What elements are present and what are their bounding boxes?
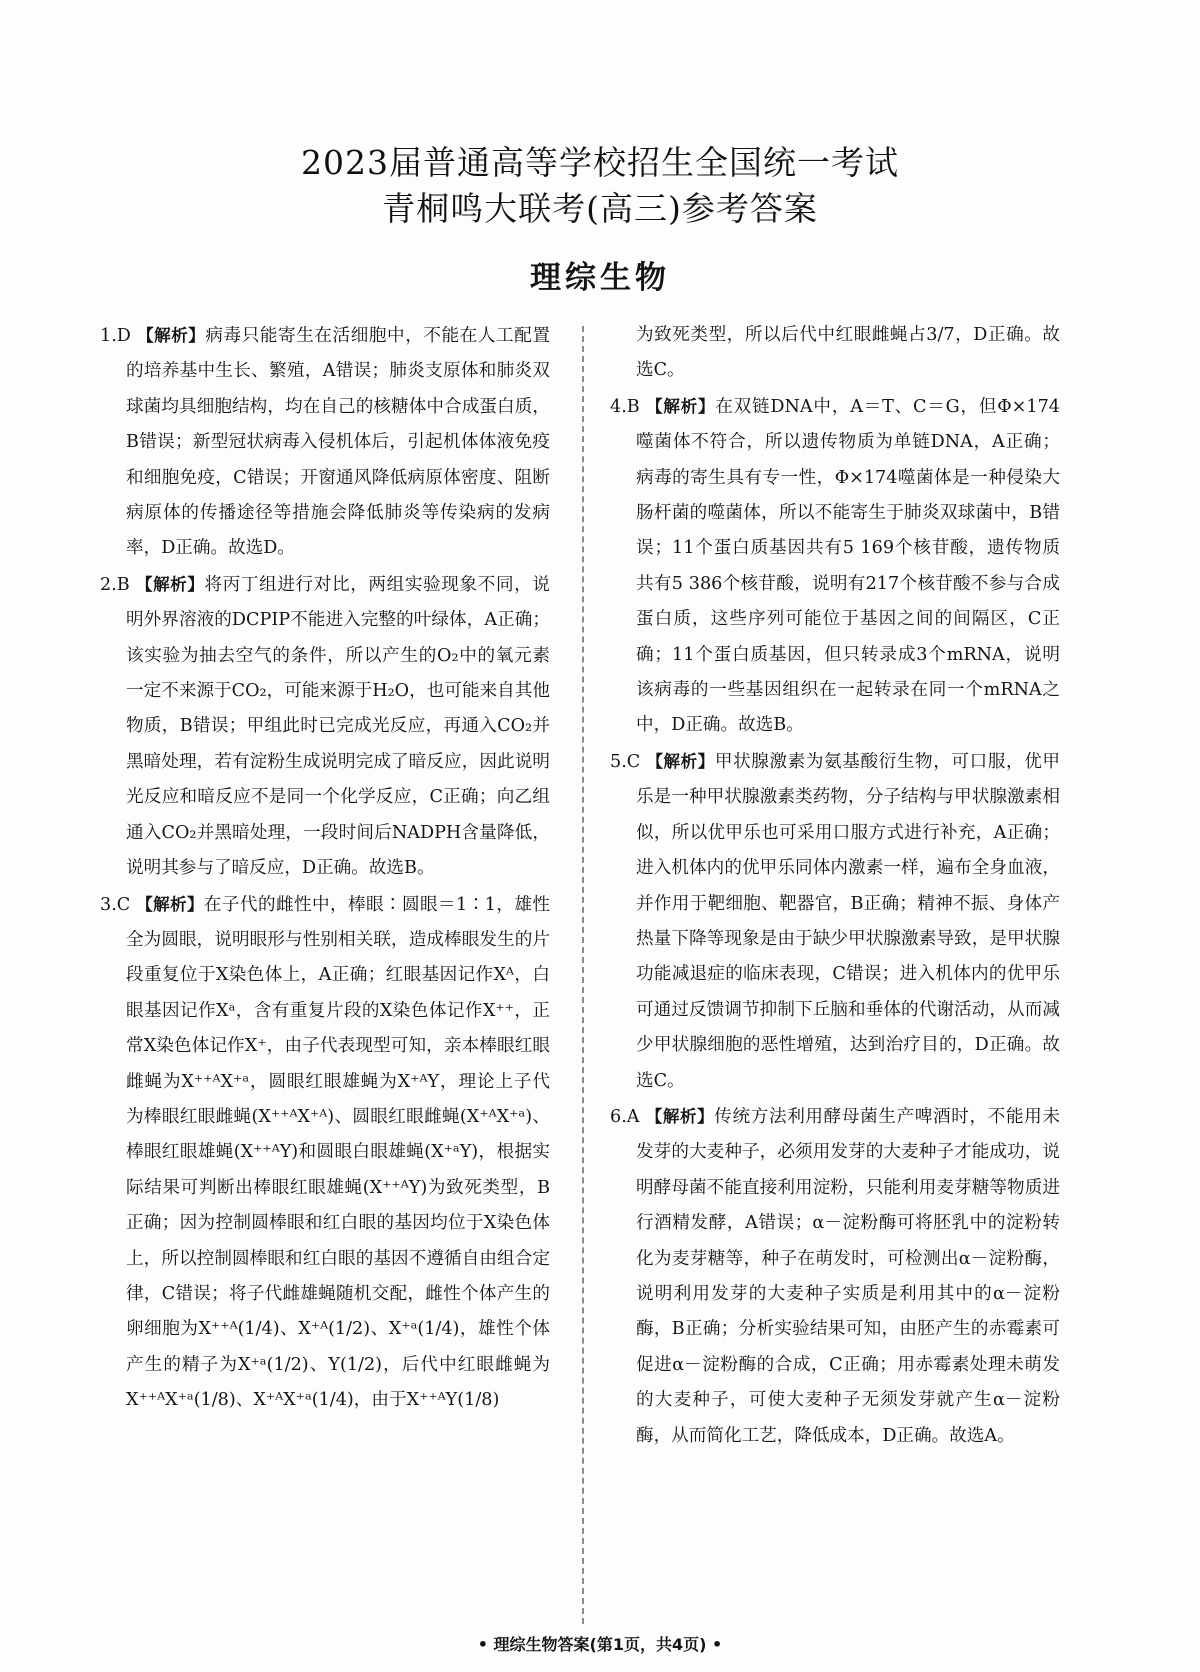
- right-column: [610, 318, 1060, 1454]
- exam-title: 2023届普通高等学校招生全国统一考试: [301, 143, 899, 182]
- subject-title: 理综生物: [530, 260, 670, 296]
- answer-item-4: 4.B 【解析】在双链DNA中，A＝T、C＝G，但Φ×174噬菌体不符合，所以遗传物质为单链DNA，A正确；病毒的寄生具有专一性，Φ×174噬菌体是一种侵染大肠杆菌的噬菌体，所以不能寄生于肺炎双球菌中，B错误；11个蛋白质基因共有5 169个核苷酸，遗传物质共有5 386个核苷酸，说明有217个核苷酸不参与合成蛋白质，这些序列可能位于基因之间的间隔区，C正确；11个蛋白质基因，但只转录成3个mRNA，说明该病毒的一些基因组织在一起转录在同一个mRNA之中，D正确。故选B。: [610, 396, 1061, 736]
- page-header: [0, 140, 1200, 298]
- exam-subtitle: 青桐鸣大联考(高三)参考答案: [382, 189, 818, 228]
- answer-item-3-continued: 为致死类型，所以后代中红眼雌蝇占3/7，D正确。故选C。: [636, 325, 1060, 381]
- left-column: [100, 318, 550, 1419]
- column-divider: [582, 326, 584, 1624]
- answer-item-1: 1.D 【解析】病毒只能寄生在活细胞中，不能在人工配置的培养基中生长、繁殖，A错误；肺炎支原体和肺炎双球菌均具细胞结构，均在自己的核糖体中合成蛋白质，B错误；新型冠状病毒入侵机体后，引起机体体液免疫和细胞免疫，C错误；开窗通风降低病原体密度、阻断病原体的传播途径等措施会降低肺炎等传染病的发病率，D正确。故选D。: [100, 326, 550, 559]
- answer-item-3: 3.C 【解析】在子代的雌性中，棒眼∶圆眼＝1∶1，雄性全为圆眼，说明眼形与性别相关联，造成棒眼发生的片段重复位于X染色体上，A正确；红眼基因记作Xᴬ，白眼基因记作Xᵃ，含有重复片段的X染色体记作X⁺⁺，正常X染色体记作X⁺，由子代表现型可知，亲本棒眼红眼雌蝇为X⁺⁺ᴬX⁺ᵃ，圆眼红眼雄蝇为X⁺ᴬY，理论上子代为棒眼红眼雌蝇(X⁺⁺ᴬX⁺ᴬ)、圆眼红眼雌蝇(X⁺ᴬX⁺ᵃ)、棒眼红眼雄蝇(X⁺⁺ᴬY)和圆眼白眼雄蝇(X⁺ᵃY)，根据实际结果可判断出棒眼红眼雄蝇(X⁺⁺ᴬY)为致死类型，B正确；因为控制圆棒眼和红白眼的基因均位于X染色体上，所以控制圆棒眼和红白眼的基因不遵循自由组合定律，C错误；将子代雌雄蝇随机交配，雌性个体产生的卵细胞为X⁺⁺ᴬ(1/4)、X⁺ᴬ(1/2)、X⁺ᵃ(1/4)，雄性个体产生的精子为X⁺ᵃ(1/2)、Y(1/2)，后代中红眼雌蝇为X⁺⁺ᴬX⁺ᵃ(1/8)、X⁺ᴬX⁺ᵃ(1/4)，由于X⁺⁺ᴬY(1/8): [100, 894, 551, 1411]
- answer-item-5: 5.C 【解析】甲状腺激素为氨基酸衍生物，可口服，优甲乐是一种甲状腺激素类药物，分子结构与甲状腺激素相似，所以优甲乐也可采用口服方式进行补充，A正确；进入机体内的优甲乐同体内激素一样，遍布全身血液，并作用于靶细胞、靶器官，B正确；精神不振、身体产热量下降等现象是由于缺少甲状腺激素导致，是甲状腺功能减退症的临床表现，C错误；进入机体内的优甲乐可通过反馈调节抑制下丘脑和垂体的代谢活动，从而减少甲状腺细胞的恶性增殖，达到治疗目的，D正确。故选C。: [610, 751, 1061, 1091]
- page-footer: • 理综生物答案(第1页，共4页) •: [477, 1635, 723, 1654]
- answer-item-6: 6.A 【解析】传统方法利用酵母菌生产啤酒时，不能用未发芽的大麦种子，必须用发芽的大麦种子才能成功，说明酵母菌不能直接利用淀粉，只能利用麦芽糖等物质进行酒精发酵，A错误；α－淀粉酶可将胚乳中的淀粉转化为麦芽糖等，种子在萌发时，可检测出α－淀粉酶，说明利用发芽的大麦种子实质是利用其中的α－淀粉酶，B正确；分析实验结果可知，由胚产生的赤霉素可促进α－淀粉酶的合成，C正确；用赤霉素处理未萌发的大麦种子，可使大麦种子无须发芽就产生α－淀粉酶，从而简化工艺，降低成本，D正确。故选A。: [610, 1106, 1060, 1446]
- answer-item-2: 2.B 【解析】将丙丁组进行对比，两组实验现象不同，说明外界溶液的DCPIP不能进入完整的叶绿体，A正确；该实验为抽去空气的条件，所以产生的O₂中的氧元素一定不来源于CO₂，可能来源于H₂O，也可能来自其他物质，B错误；甲组此时已完成光反应，再通入CO₂并黑暗处理，若有淀粉生成说明完成了暗反应，因此说明光反应和暗反应不是同一个化学反应，C正确；向乙组通入CO₂并黑暗处理，一段时间后NADPH含量降低，说明其参与了暗反应，D正确。故选B。: [100, 574, 550, 879]
